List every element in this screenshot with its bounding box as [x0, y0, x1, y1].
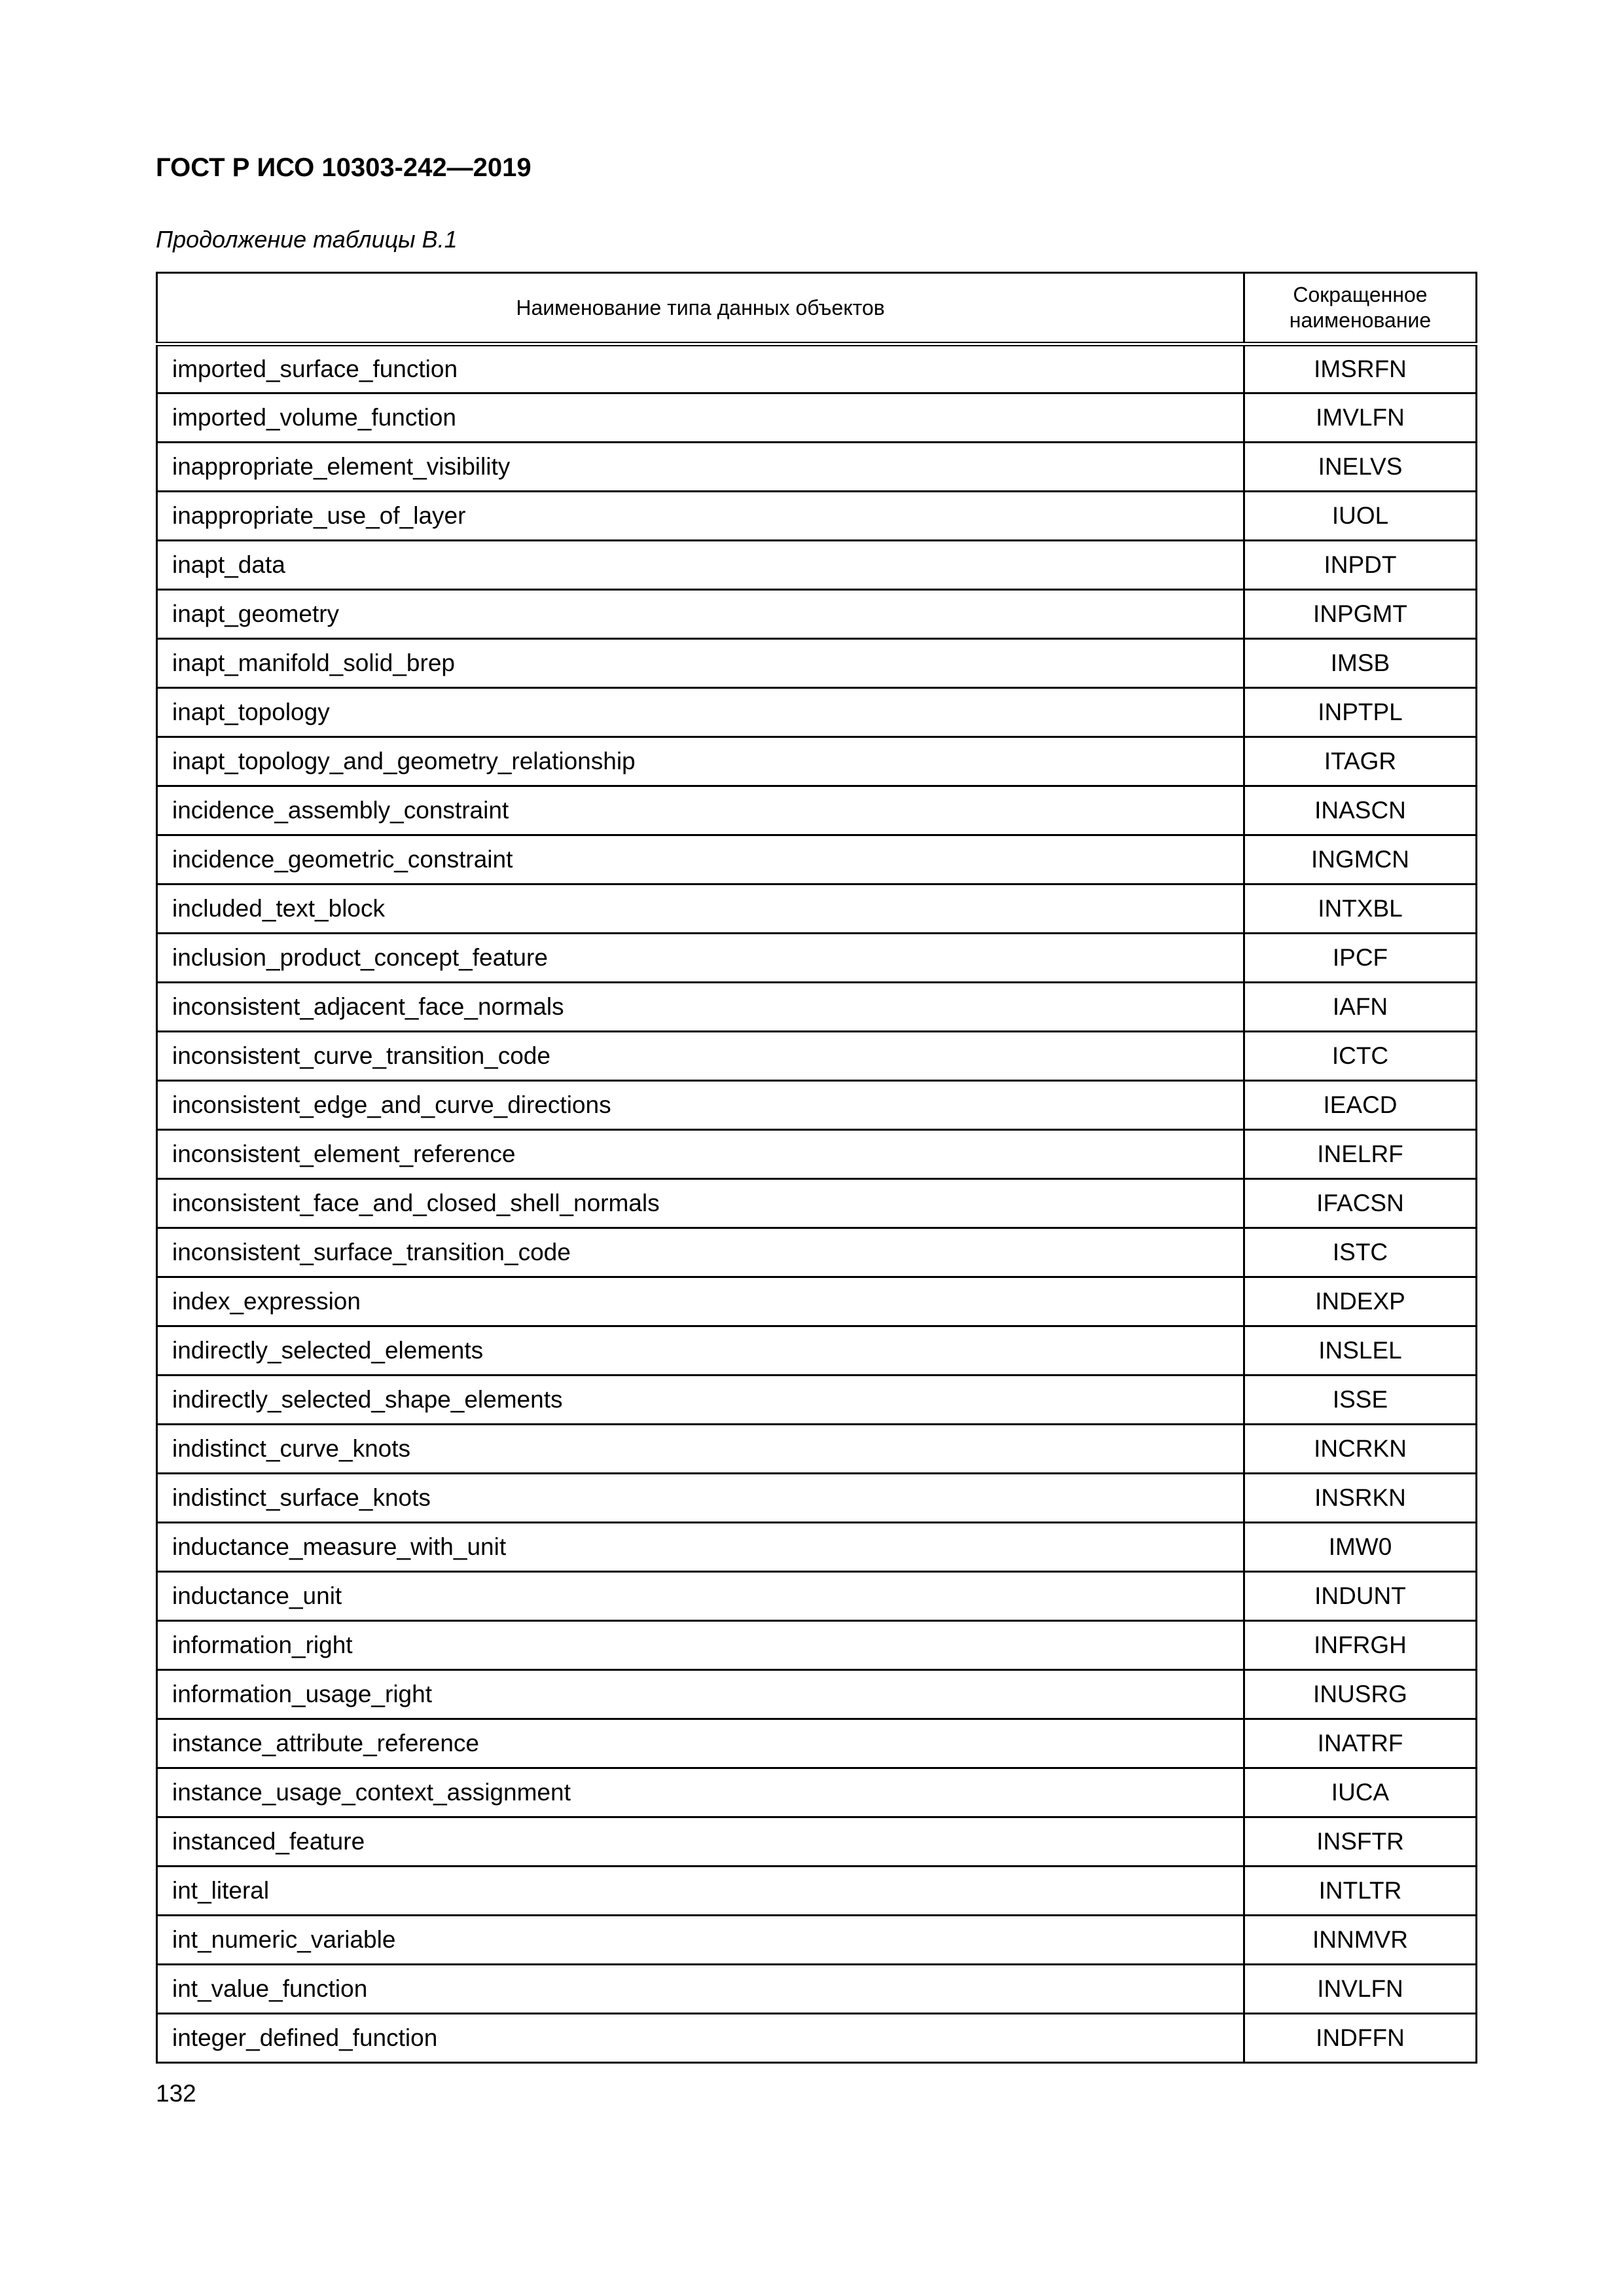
short-name-cell: IPCF [1244, 934, 1477, 983]
entity-name-cell: inappropriate_use_of_layer [157, 492, 1244, 541]
entity-name-cell: indistinct_surface_knots [157, 1474, 1244, 1523]
short-name-cell: INPTPL [1244, 688, 1477, 737]
short-name-cell: INTXBL [1244, 884, 1477, 934]
table-row [157, 983, 1477, 1032]
short-name-cell: IEACD [1244, 1081, 1477, 1130]
short-name-cell: INSRKN [1244, 1474, 1477, 1523]
short-name-cell: INDEXP [1244, 1277, 1477, 1326]
entity-name-cell: information_right [157, 1621, 1244, 1670]
table-row [157, 1425, 1477, 1474]
short-name-cell: INVLFN [1244, 1965, 1477, 2014]
entity-name-cell: incidence_geometric_constraint [157, 835, 1244, 884]
short-name-cell: IMSRFN [1244, 344, 1477, 393]
entity-name-cell: int_value_function [157, 1965, 1244, 2014]
short-name-cell: IMVLFN [1244, 393, 1477, 443]
table-row [157, 1768, 1477, 1817]
short-name-cell: ITAGR [1244, 737, 1477, 786]
short-name-cell: IAFN [1244, 983, 1477, 1032]
entity-name-cell: inconsistent_edge_and_curve_directions [157, 1081, 1244, 1130]
short-name-cell: INGMCN [1244, 835, 1477, 884]
entity-name-cell: imported_volume_function [157, 393, 1244, 443]
entity-name-cell: inclusion_product_concept_feature [157, 934, 1244, 983]
table-row [157, 1179, 1477, 1228]
short-name-cell: INTLTR [1244, 1867, 1477, 1916]
table-header-row [157, 273, 1477, 344]
table-row [157, 1326, 1477, 1376]
entity-name-cell: included_text_block [157, 884, 1244, 934]
short-name-cell: INSLEL [1244, 1326, 1477, 1376]
table-body [157, 344, 1477, 2063]
entity-name-cell: inductance_measure_with_unit [157, 1523, 1244, 1572]
entity-name-cell: instance_attribute_reference [157, 1719, 1244, 1768]
short-name-cell: ISTC [1244, 1228, 1477, 1277]
short-name-cell: INDUNT [1244, 1572, 1477, 1621]
table-row [157, 1523, 1477, 1572]
short-name-cell: IUCA [1244, 1768, 1477, 1817]
entity-name-cell: indirectly_selected_elements [157, 1326, 1244, 1376]
table-row [157, 639, 1477, 688]
table-row [157, 934, 1477, 983]
table-row [157, 1474, 1477, 1523]
column-header-name-label: Наименование типа данных объектов [516, 295, 885, 319]
entity-name-cell: incidence_assembly_constraint [157, 786, 1244, 835]
table-row [157, 1670, 1477, 1719]
short-name-cell: INCRKN [1244, 1425, 1477, 1474]
short-name-cell: INPDT [1244, 541, 1477, 590]
table-row [157, 835, 1477, 884]
table-row [157, 393, 1477, 443]
table-row [157, 1081, 1477, 1130]
table-row [157, 1621, 1477, 1670]
short-name-cell: IMW0 [1244, 1523, 1477, 1572]
column-header-name [157, 273, 1244, 344]
entity-name-cell: inductance_unit [157, 1572, 1244, 1621]
table-row [157, 1965, 1477, 2014]
column-header-abbr-line2: наименование [1289, 308, 1432, 332]
table-row [157, 737, 1477, 786]
entity-name-cell: inconsistent_adjacent_face_normals [157, 983, 1244, 1032]
entity-name-cell: inapt_geometry [157, 590, 1244, 639]
entity-name-cell: indistinct_curve_knots [157, 1425, 1244, 1474]
short-name-cell: INUSRG [1244, 1670, 1477, 1719]
table-row [157, 1277, 1477, 1326]
table-row [157, 443, 1477, 492]
entity-name-cell: imported_surface_function [157, 344, 1244, 393]
entity-name-cell: inapt_topology [157, 688, 1244, 737]
table-row [157, 590, 1477, 639]
table-row [157, 2014, 1477, 2063]
table-row [157, 786, 1477, 835]
short-name-cell: INFRGH [1244, 1621, 1477, 1670]
table-row [157, 1032, 1477, 1081]
table-row [157, 884, 1477, 934]
short-name-cell: IMSB [1244, 639, 1477, 688]
table-row [157, 688, 1477, 737]
short-name-cell: IFACSN [1244, 1179, 1477, 1228]
entity-name-cell: inapt_manifold_solid_brep [157, 639, 1244, 688]
table-row [157, 1228, 1477, 1277]
entity-name-cell: int_numeric_variable [157, 1916, 1244, 1965]
table-row [157, 541, 1477, 590]
entity-name-cell: instanced_feature [157, 1817, 1244, 1867]
entity-name-cell: instance_usage_context_assignment [157, 1768, 1244, 1817]
table-row [157, 1916, 1477, 1965]
table-row [157, 1719, 1477, 1768]
table-row [157, 1130, 1477, 1179]
table-row [157, 1817, 1477, 1867]
page-number: 132 [156, 2080, 196, 2107]
short-name-cell: INATRF [1244, 1719, 1477, 1768]
table-row [157, 1572, 1477, 1621]
entity-name-cell: indirectly_selected_shape_elements [157, 1376, 1244, 1425]
entity-name-cell: inconsistent_element_reference [157, 1130, 1244, 1179]
short-name-cell: INPGMT [1244, 590, 1477, 639]
column-header-abbr-line1: Сокращенное [1293, 283, 1428, 306]
entity-name-cell: index_expression [157, 1277, 1244, 1326]
table-row [157, 344, 1477, 393]
short-name-cell: INDFFN [1244, 2014, 1477, 2063]
entity-name-cell: integer_defined_function [157, 2014, 1244, 2063]
short-name-cell: IUOL [1244, 492, 1477, 541]
short-name-cell: INASCN [1244, 786, 1477, 835]
short-name-cell: ISSE [1244, 1376, 1477, 1425]
entity-name-cell: int_literal [157, 1867, 1244, 1916]
table-row [157, 1867, 1477, 1916]
document-code-header: ГОСТ Р ИСО 10303-242—2019 [156, 153, 532, 182]
entity-name-cell: inconsistent_surface_transition_code [157, 1228, 1244, 1277]
entity-name-cell: inapt_topology_and_geometry_relationship [157, 737, 1244, 786]
short-name-cell: INSFTR [1244, 1817, 1477, 1867]
short-name-cell: INELRF [1244, 1130, 1477, 1179]
entity-name-cell: inconsistent_curve_transition_code [157, 1032, 1244, 1081]
entity-name-cell: inapt_data [157, 541, 1244, 590]
short-name-cell: INNMVR [1244, 1916, 1477, 1965]
table-row [157, 1376, 1477, 1425]
abbreviations-table [156, 272, 1477, 2064]
short-name-cell: ICTC [1244, 1032, 1477, 1081]
table-continuation-caption: Продолжение таблицы В.1 [156, 226, 458, 253]
short-name-cell: INELVS [1244, 443, 1477, 492]
entity-name-cell: information_usage_right [157, 1670, 1244, 1719]
entity-name-cell: inappropriate_element_visibility [157, 443, 1244, 492]
column-header-abbreviation [1244, 273, 1477, 344]
table-row [157, 492, 1477, 541]
entity-name-cell: inconsistent_face_and_closed_shell_normals [157, 1179, 1244, 1228]
